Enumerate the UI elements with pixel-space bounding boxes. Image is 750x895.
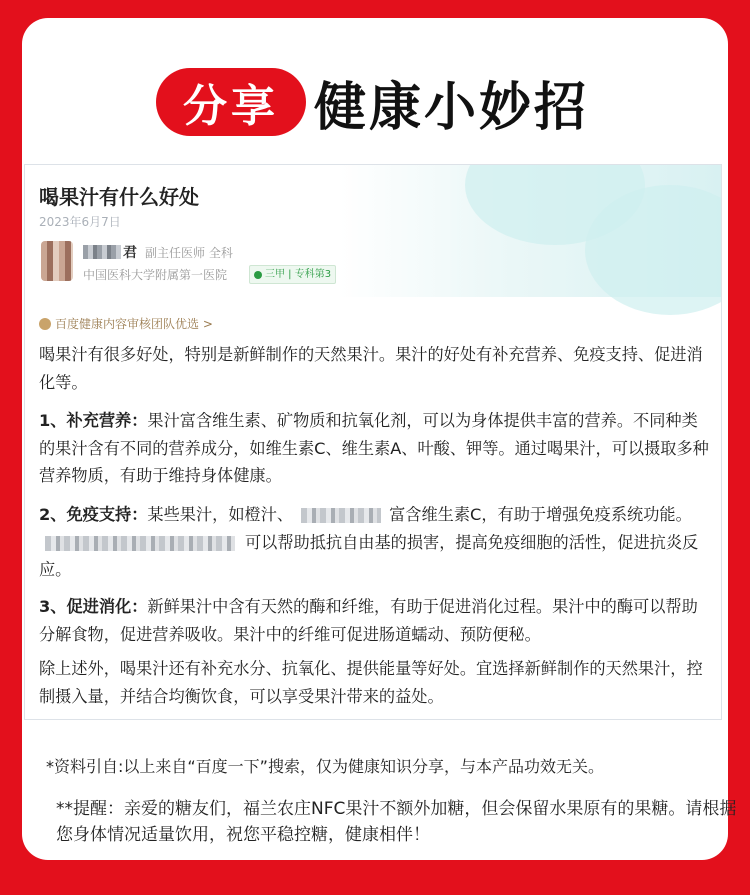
source-footnote: *资料引自:以上来自“百度一下”搜索，仅为健康知识分享，与本产品功效无关。	[46, 757, 604, 776]
point-3	[39, 593, 709, 648]
point-2-heading: 2、免疫支持：	[39, 505, 148, 524]
blurred-text	[301, 508, 381, 523]
avatar[interactable]	[41, 241, 73, 281]
article-screenshot	[24, 164, 722, 720]
reminder-text: **提醒：亲爱的糖友们，福兰农庄NFC果汁不额外加糖，但会保留水果原有的果糖。请根据您身体情况适量饮用，祝您平稳控糖，健康相伴！	[56, 799, 737, 845]
conclusion-paragraph: 除上述外，喝果汁还有补充水分、抗氧化、提供能量等好处。宜选择新鲜制作的天然果汁，控制摄入量，并结合均衡饮食，可以享受果汁带来的益处。	[39, 659, 703, 706]
verified-icon	[39, 318, 51, 330]
blurred-name	[83, 245, 121, 259]
article-title[interactable]: 喝果汁有什么好处	[39, 185, 199, 209]
point-2-text-a: 某些果汁，如橙汁、	[147, 505, 294, 524]
share-badge: 分享	[156, 68, 306, 136]
hospital-badge	[249, 265, 336, 284]
page-header	[22, 64, 728, 138]
article-header	[25, 165, 721, 297]
intro-paragraph: 喝果汁有很多好处，特别是新鲜制作的天然果汁。果汁的好处有补充营养、免疫支持、促进消化等。	[39, 345, 703, 392]
review-label: 百度健康内容审核团队优选 >	[55, 317, 213, 331]
review-tag[interactable]	[39, 315, 213, 332]
point-1-heading: 1、补充营养：	[39, 411, 148, 430]
page-title: 健康小妙招	[314, 77, 590, 138]
doctor-role: 副主任医师 全科	[145, 246, 233, 260]
point-2-text-c: 可以帮助抵抗自由基的损害，提高免疫细胞的活性，促进抗炎反应。	[39, 532, 699, 579]
point-3-text: 新鲜果汁中含有天然的酶和纤维，有助于促进消化过程。果汁中的酶可以帮助分解食物，促进营养吸收。果汁中的纤维可促进肠道蠕动、预防便秘。	[39, 597, 698, 644]
point-1-text: 果汁富含维生素、矿物质和抗氧化剂，可以为身体提供丰富的营养。不同种类的果汁含有不同的营养成分，如维生素C、维生素A、叶酸、钾等。通过喝果汁，可以摄取多种营养物质，有助于维持身体健康。	[39, 411, 709, 485]
point-2-text-b: 富含维生素C，有助于增强免疫系统功能。	[389, 505, 692, 524]
hospital-name: 中国医科大学附属第一医院	[83, 268, 228, 282]
point-1	[39, 407, 709, 490]
badge-label: 三甲 | 专科第3	[265, 269, 332, 280]
content-card	[22, 18, 737, 860]
doctor-name[interactable]: 君	[123, 245, 137, 261]
point-3-heading: 3、促进消化：	[39, 597, 148, 616]
blurred-text	[45, 536, 235, 551]
article-date: 2023年6月7日	[39, 215, 121, 229]
point-2	[39, 501, 709, 584]
plus-icon	[254, 271, 262, 279]
